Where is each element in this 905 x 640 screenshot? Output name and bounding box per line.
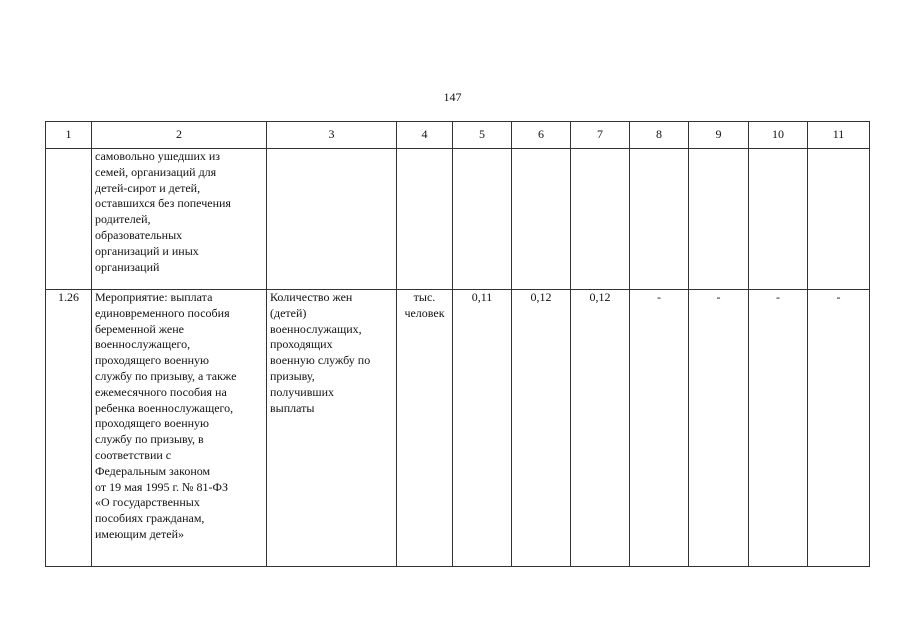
activity-text: самовольно ушедших из семей, организаций для детей-сирот и детей, оставшихся без попечения родителей, образовательных организаций и иных организаций xyxy=(95,149,231,274)
value-cell-7 xyxy=(571,149,630,290)
header-cell: 7 xyxy=(571,122,630,149)
header-cell: 1 xyxy=(46,122,92,149)
header-cell: 5 xyxy=(453,122,512,149)
header-cell: 8 xyxy=(630,122,689,149)
table-row xyxy=(46,149,870,290)
value-cell-6 xyxy=(512,149,571,290)
activity-cell xyxy=(92,290,267,567)
indicator-cell xyxy=(267,149,397,290)
value-cell-11: - xyxy=(808,290,870,567)
header-cell: 11 xyxy=(808,122,870,149)
value-cell-5: 0,11 xyxy=(453,290,512,567)
indicator-text: Количество жен (детей) военнослужащих, проходящих военную службу по призыву, получивших выплаты xyxy=(270,290,371,415)
value-cell-9: - xyxy=(689,290,749,567)
header-cell: 2 xyxy=(92,122,267,149)
indicator-cell xyxy=(267,290,397,567)
value-cell-10: - xyxy=(749,290,808,567)
row-number-cell xyxy=(46,290,92,567)
page-number: 147 xyxy=(443,90,462,104)
table-header-row xyxy=(46,122,870,149)
unit-cell xyxy=(397,290,453,567)
unit-text: тыс. человек xyxy=(404,290,445,320)
row-number: 1.26 xyxy=(58,290,79,304)
activity-text: Мероприятие: выплата единовременного пособия беременной жене военнослужащего, проходящего военную службу по призыву, а также ежемесячного пособия на ребенка военнослужащего, проходящего военную службу по призыву, в соответствии с Федеральным законом от 19 мая 1995 г. № 81-ФЗ «О государственных пособиях гражданам, имеющим детей» xyxy=(95,290,237,541)
value-cell-7: 0,12 xyxy=(571,290,630,567)
value-cell-6: 0,12 xyxy=(512,290,571,567)
activity-cell xyxy=(92,149,267,290)
table-row xyxy=(46,290,870,567)
header-cell: 6 xyxy=(512,122,571,149)
program-table xyxy=(45,121,870,567)
value-cell-9 xyxy=(689,149,749,290)
value-cell-5 xyxy=(453,149,512,290)
header-cell: 9 xyxy=(689,122,749,149)
header-cell: 4 xyxy=(397,122,453,149)
unit-cell xyxy=(397,149,453,290)
value-cell-8: - xyxy=(630,290,689,567)
header-cell: 3 xyxy=(267,122,397,149)
header-cell: 10 xyxy=(749,122,808,149)
value-cell-10 xyxy=(749,149,808,290)
value-cell-8 xyxy=(630,149,689,290)
value-cell-11 xyxy=(808,149,870,290)
row-number-cell xyxy=(46,149,92,290)
